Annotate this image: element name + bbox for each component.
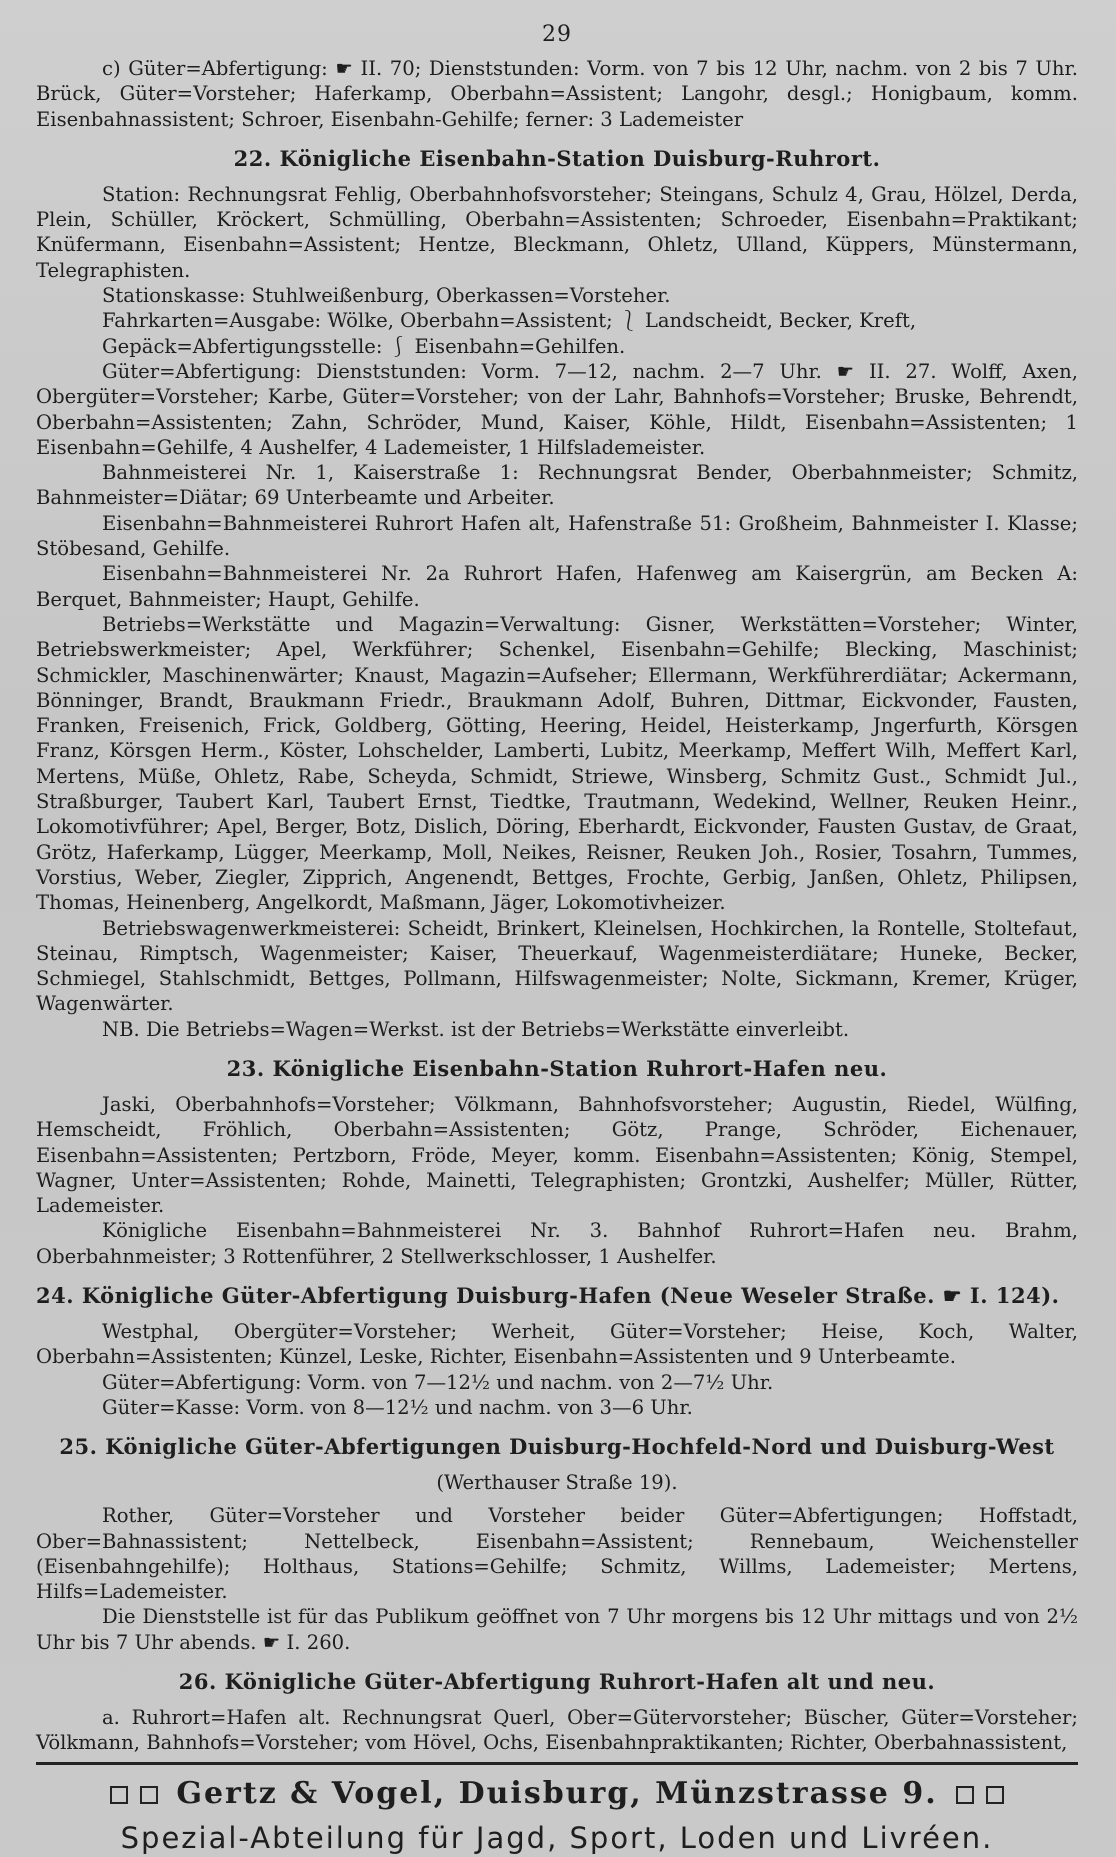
section-23-heading: 23. Königliche Eisenbahn-Station Ruhrort-Hafen neu. bbox=[226, 1055, 888, 1081]
s22-bahnmeisterei-1: Bahnmeisterei Nr. 1, Kaiserstraße 1: Rechnungsrat Bender, Oberbahnmeister; Schmitz, Bahnmeister=Diätar; 69 Unterbeamte und Arbeiter. bbox=[36, 461, 1078, 510]
square-ornament-icon bbox=[140, 1786, 158, 1804]
s23-staff: Jaski, Oberbahnhofs=Vorsteher; Völkmann, Bahnhofsvorsteher; Augustin, Riedel, Wülfing, Hemscheidt, Fröhlich, Oberbahn=Assistenten; Götz, Prange, Schröder, Eichenauer, Eisenbahn=Assistenten; Pertzborn, Fröde, Meyer, komm. Eisenbahn=Assistenten; König, Stempel, Wagner, Unter=Assistenten; Rohde, Mainetti, Telegraphisten; Grontzki, Aushelfer; Müller, Rütter, Lademeister. bbox=[36, 1092, 1078, 1218]
s24-staff: Westphal, Obergüter=Vorsteher; Werheit, Güter=Vorsteher; Heise, Koch, Walter, Oberbahn=Assistenten; Künzel, Leske, Richter, Eisenbahn=Assistenten und 9 Unterbeamte. bbox=[36, 1320, 1078, 1369]
s22-stationskasse: Stationskasse: Stuhlweißenburg, Oberkassen=Vorsteher. bbox=[102, 284, 671, 308]
s26-staff: a. Ruhrort=Hafen alt. Rechnungsrat Querl, Ober=Gütervorsteher; Büscher, Güter=Vorsteher; Völkmann, Bahnhofs=Vorsteher; vom Hövel, Ochs, Eisenbahnpraktikanten; Richter, Oberbahnassistent, bbox=[36, 1706, 1078, 1755]
s22-gepaeck: Gepäck=Abfertigungsstelle: ⎰ Eisenbahn=Gehilfen. bbox=[102, 334, 626, 358]
square-ornament-icon bbox=[110, 1786, 128, 1804]
advert-company-name: Gertz & Vogel, Duisburg, Münzstrasse 9. bbox=[176, 1775, 938, 1811]
s23-bahnmeisterei: Königliche Eisenbahn=Bahnmeisterei Nr. 3. Bahnhof Ruhrort=Hafen neu. Brahm, Oberbahnmeister; 3 Rottenführer, 2 Stellwerkschlosser, 1 Aushelfer. bbox=[36, 1219, 1078, 1268]
s24-kasse-hours: Güter=Kasse: Vorm. von 8—12½ und nachm. von 3—6 Uhr. bbox=[102, 1395, 693, 1419]
section-22-heading: 22. Königliche Eisenbahn-Station Duisburg-Ruhrort. bbox=[233, 145, 881, 171]
page-number: 29 bbox=[542, 22, 572, 47]
square-ornament-icon bbox=[956, 1786, 974, 1804]
s24-abfertigung-hours: Güter=Abfertigung: Vorm. von 7—12½ und nachm. von 2—7½ Uhr. bbox=[102, 1370, 774, 1394]
s22-station: Station: Rechnungsrat Fehlig, Oberbahnhofsvorsteher; Steingans, Schulz 4, Grau, Hölzel, Derda, Plein, Schüller, Kröckert, Schmülling, Oberbahn=Assistenten; Schroeder, Eisenbahn=Praktikant; Knüfermann, Eisenbahn=Assistent; Hentze, Bleckmann, Ohletz, Ulland, Küppers, Münstermann, Telegraphisten. bbox=[36, 182, 1078, 282]
s25-staff: Rother, Güter=Vorsteher und Vorsteher beider Güter=Abfertigungen; Hoffstadt, Ober=Bahnassistent; Nettelbeck, Eisenbahn=Assistent; Rennebaum, Weichensteller (Eisenbahngehilfe); Holthaus, Stations=Gehilfe; Schmitz, Willms, Lademeister; Mertens, Hilfs=Lademeister. bbox=[36, 1504, 1078, 1604]
s22-note: NB. Die Betriebs=Wagen=Werkst. ist der Betriebs=Werkstätte einverleibt. bbox=[102, 1017, 850, 1041]
s22-fahrkarten: Fahrkarten=Ausgabe: Wölke, Oberbahn=Assistent; ⎱ Landscheidt, Becker, Kreft, bbox=[102, 309, 917, 333]
s22-bahnmeisterei-2a: Eisenbahn=Bahnmeisterei Nr. 2a Ruhrort Hafen, Hafenweg am Kaisergrün, am Becken A: Berquet, Bahnmeister; Haupt, Gehilfe. bbox=[36, 562, 1078, 611]
s22-wagenwerkmeisterei: Betriebswagenwerkmeisterei: Scheidt, Brinkert, Kleinelsen, Hochkirchen, la Rontelle, Stoltefaut, Steinau, Rimptsch, Wagenmeister; Kaiser, Theuerkauf, Wagenmeisterdiätare; Huneke, Becker, Schmiegel, Stahlschmidt, Bettges, Pollmann, Hilfswagenmeister; Nolte, Sickmann, Kremer, Krüger, Wagenwärter. bbox=[36, 916, 1078, 1016]
advert-company-line bbox=[36, 1775, 1078, 1813]
s22-gueter: Güter=Abfertigung: Dienststunden: Vorm. 7—12, nachm. 2—7 Uhr. ☛ II. 27. Wolff, Axen, Obergüter=Vorsteher; Karbe, Güter=Vorsteher; von der Lahr, Bahnhofs=Vorsteher; Bruske, Behrendt, Oberbahn=Assistenten; Zahn, Schröder, Mund, Kaiser, Köhle, Hildt, Eisenbahn=Assistenten; 1 Eisenbahn=Gehilfe, 4 Aushelfer, 4 Lademeister, 1 Hilfslademeister. bbox=[36, 359, 1078, 459]
s22-betriebswerkstaette: Betriebs=Werkstätte und Magazin=Verwaltung: Gisner, Werkstätten=Vorsteher; Winter, Betriebswerkmeister; Apel, Werkführer; Schenkel, Eisenbahn=Gehilfe; Blecking, Maschinist; Schmickler, Maschinenwärter; Knaust, Magazin=Aufseher; Ellermann, Werkführerdiätar; Ackermann, Bönninger, Brandt, Braukmann Friedr., Braukmann Adolf, Buhren, Dittmar, Eickvonder, Fausten, Franken, Freisenich, Frick, Goldberg, Götting, Heering, Heidel, Heisterkamp, Jngerfurth, Körsgen Franz, Körsgen Herm., Köster, Lohschelder, Lamberti, Lubitz, Meerkamp, Meffert Wilh, Meffert Karl, Mertens, Müße, Ohletz, Rabe, Scheyda, Schmidt, Striewe, Winsberg, Schmitz Gust., Schmidt Jul., Straßburger, Taubert Karl, Taubert Ernst, Tiedtke, Trautmann, Wedekind, Wellner, Reuken Heinr., Lokomotivführer; Apel, Berger, Botz, Dislich, Döring, Eberhardt, Eickvonder, Fausten Gustav, de Graat, Grötz, Haferkamp, Lügger, Meerkamp, Moll, Neikes, Reisner, Reuken Joh., Rosier, Tosahrn, Tummes, Vorstius, Weber, Ziegler, Zipprich, Angenendt, Bettges, Frochte, Gerbig, Janßen, Ohletz, Philipsen, Thomas, Heinenberg, Angelkordt, Maßmann, Jäger, Lokomotivheizer. bbox=[36, 612, 1078, 915]
section-26-heading: 26. Königliche Güter-Abfertigung Ruhrort-Hafen alt und neu. bbox=[178, 1669, 936, 1695]
section-25-heading: 25. Königliche Güter-Abfertigungen Duisburg-Hochfeld-Nord und Duisburg-West bbox=[59, 1434, 1055, 1460]
section-c-paragraph: c) Güter=Abfertigung: ☛ II. 70; Dienststunden: Vorm. von 7 bis 12 Uhr, nachm. von 2 bis 7 Uhr. Brück, Güter=Vorsteher; Haferkamp, Oberbahn=Assistent; Langohr, desgl.; Honigbaum, komm. Eisenbahnassistent; Schroer, Eisenbahn-Gehilfe; ferner: 3 Lademeister bbox=[36, 57, 1078, 131]
advert-divider bbox=[36, 1762, 1078, 1765]
square-ornament-icon bbox=[986, 1786, 1004, 1804]
advert-department-line: Spezial-Abteilung für Jagd, Sport, Loden und Livréen. bbox=[120, 1820, 994, 1855]
s22-bahnmeisterei-hafen-alt: Eisenbahn=Bahnmeisterei Ruhrort Hafen alt, Hafenstraße 51: Großheim, Bahnmeister I. Klasse; Stöbesand, Gehilfe. bbox=[36, 511, 1078, 561]
s25-hours: Die Dienststelle ist für das Publikum geöffnet von 7 Uhr morgens bis 12 Uhr mittags und von 2½ Uhr bis 7 Uhr abends. ☛ I. 260. bbox=[36, 1605, 1078, 1654]
section-24-heading: 24. Königliche Güter-Abfertigung Duisburg-Hafen (Neue Weseler Straße. ☛ I. 124). bbox=[36, 1283, 1060, 1309]
section-25-subtitle: (Werthauser Straße 19). bbox=[436, 1471, 678, 1495]
